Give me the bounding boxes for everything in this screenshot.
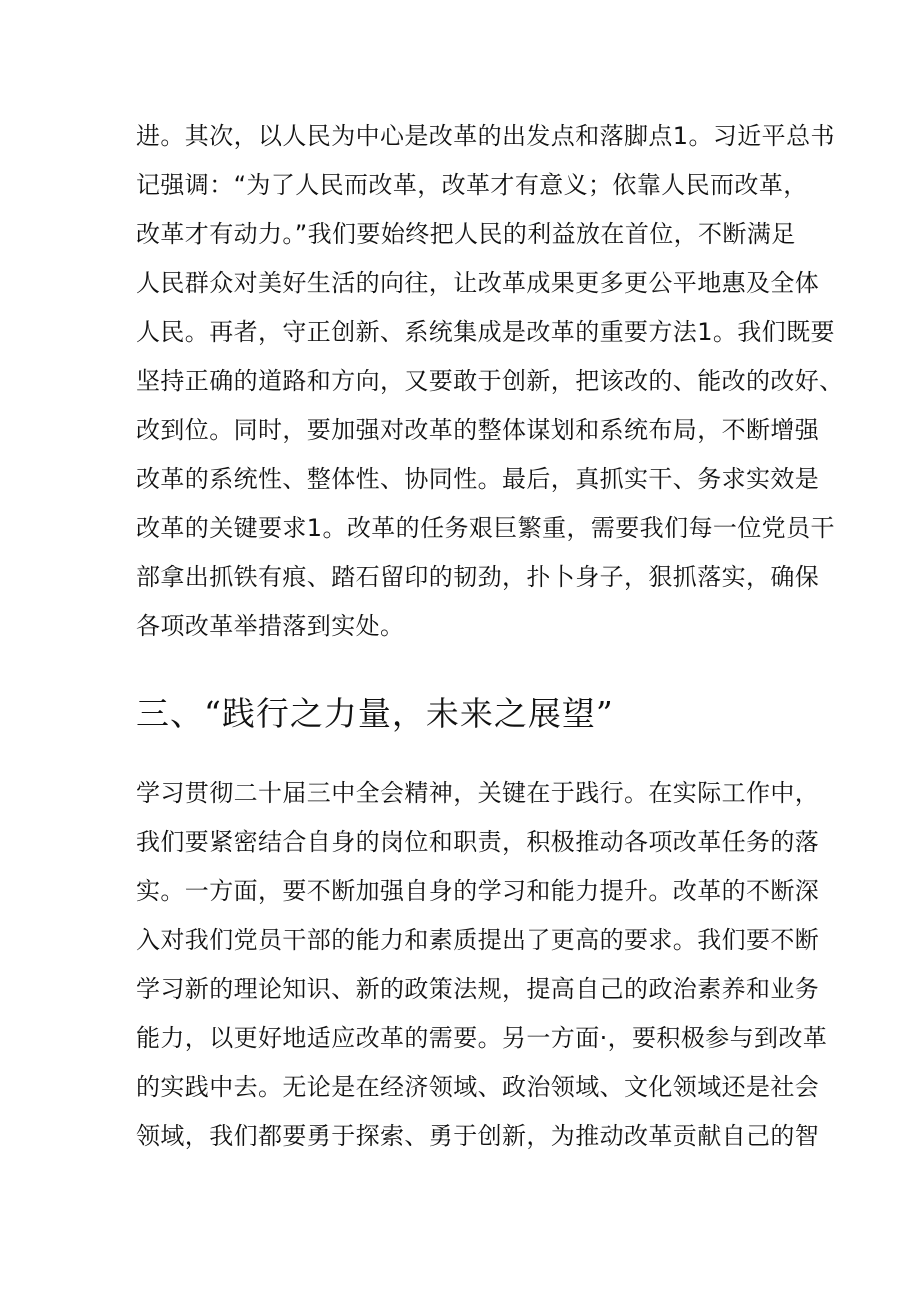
text-line: 各项改革举措落到实处。 (136, 612, 405, 640)
section-heading: 三、“践行之力量，未来之展望” (136, 694, 614, 733)
body-paragraph-1 (136, 112, 844, 651)
text-line: 我们要紧密结合自身的岗位和职责，积极推动各项改革任务的落 (136, 828, 820, 856)
text-line: 坚持正确的道路和方向，又要敢于创新，把该改的、能改的改好、 (136, 367, 844, 395)
text-line: 改到位。同时，要加强对改革的整体谋划和系统布局，不断增强 (136, 416, 820, 444)
text-line: 的实践中去。无论是在经济领域、政治领域、文化领域还是社会 (136, 1073, 820, 1101)
text-line: 改革的关键要求1。改革的任务艰巨繁重，需要我们每一位党员干 (136, 514, 835, 542)
text-line: 改革才有动力。”我们要始终把人民的利益放在首位，不断满足 (136, 220, 796, 248)
text-line: 学习新的理论知识、新的政策法规，提高自己的政治素养和业务 (136, 975, 820, 1003)
text-line: 能力，以更好地适应改革的需要。另一方面·，要积极参与到改革 (136, 1024, 828, 1052)
text-line: 记强调：“为了人民而改革，改革才有意义；依靠人民而改革， (136, 171, 808, 199)
text-line: 人民。再者，守正创新、系统集成是改革的重要方法1。我们既要 (136, 318, 835, 346)
body-paragraph-2 (136, 769, 828, 1161)
text-line: 部拿出抓铁有痕、踏石留印的韧劲，扑卜身子，狠抓落实，确保 (136, 563, 820, 591)
text-line: 人民群众对美好生活的向往，让改革成果更多更公平地惠及全体 (136, 269, 820, 297)
text-line: 入对我们党员干部的能力和素质提出了更高的要求。我们要不断 (136, 926, 820, 954)
text-line: 改革的系统性、整体性、协同性。最后，真抓实干、务求实效是 (136, 465, 820, 493)
text-line: 实。一方面，要不断加强自身的学习和能力提升。改革的不断深 (136, 877, 820, 905)
text-line: 领域，我们都要勇于探索、勇于创新，为推动改革贡献自己的智 (136, 1122, 820, 1150)
text-line: 进。其次，以人民为中心是改革的出发点和落脚点1。习近平总书 (136, 122, 835, 150)
text-line: 学习贯彻二十届三中全会精神，关键在于践行。在实际工作中， (136, 779, 820, 807)
